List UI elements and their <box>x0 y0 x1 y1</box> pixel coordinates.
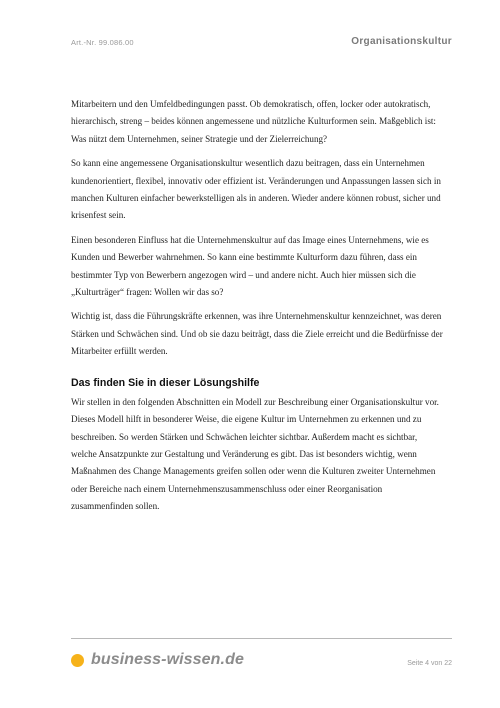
page-number: Seite 4 von 22 <box>407 660 452 667</box>
logo-dot-icon <box>71 654 84 667</box>
document-body <box>71 96 443 523</box>
footer-divider <box>71 638 452 639</box>
paragraph-4: Wichtig ist, dass die Führungskräfte erkennen, was ihre Unternehmenskultur kennzeichnet, was deren Stärken und Schwächen sind. Und ob sie dazu beiträgt, dass die Ziele erreicht und die Bedürfnisse der Mitarbeiter erfüllt werden. <box>71 311 443 357</box>
paragraph-3: Einen besonderen Einfluss hat die Unternehmenskultur auf das Image eines Unternehmens, wie es Kunden und Bewerber wahrnehmen. So kann eine bestimmte Kulturform dazu führen, dass ein bestimmter Typ von Bewerbern angezogen wird – und andere nicht. Auch hier müssen sich die „Kulturträger“ fragen: Wollen wir das so? <box>71 234 429 298</box>
section-heading: Das finden Sie in dieser Lösungshilfe <box>71 376 260 389</box>
article-number: Art.-Nr. 99.086.00 <box>71 38 134 47</box>
paragraph-5: Wir stellen in den folgenden Abschnitten ein Modell zur Beschreibung einer Organisationskultur vor. Dieses Modell hilft in besonderer Weise, die eigene Kultur im Unternehmen zu erkennen und zu beschreiben. So werden Stärken und Schwächen leichter sichtbar. Außerdem macht es sichtbar, welche Ansatzpunkte zur Gestaltung und Veränderung es gibt. Das ist besonders wichtig, wenn Maßnahmen des Change Managements greifen sollen oder wenn die Kulturen zweiter Unternehmen oder Bereiche nach einem Unternehmenszusammenschluss oder einer Reorganisation zusammenfinden sollen. <box>71 396 439 512</box>
brand-logo <box>71 651 244 669</box>
section-title: Organisationskultur <box>351 36 452 47</box>
paragraph-1: Mitarbeitern und den Umfeldbedingungen passt. Ob demokratisch, offen, locker oder autokratisch, hierarchisch, streng – beides können angemessene und nützliche Kulturformen sein. Maßgeblich ist: Was nützt dem Unternehmen, seiner Strategie und der Zielerreichung? <box>71 99 436 144</box>
paragraph-2: So kann eine angemessene Organisationskultur wesentlich dazu beitragen, dass ein Unternehmen kundenorientiert, flexibel, innovativ oder effizient ist. Veränderungen und Anpassungen lassen sich in manchen Kulturen einfacher bewerkstelligen als in anderen. Wieder andere können robust, sicher und krisenfest sein. <box>71 158 441 221</box>
logo-text: business-wissen.de <box>91 651 244 668</box>
